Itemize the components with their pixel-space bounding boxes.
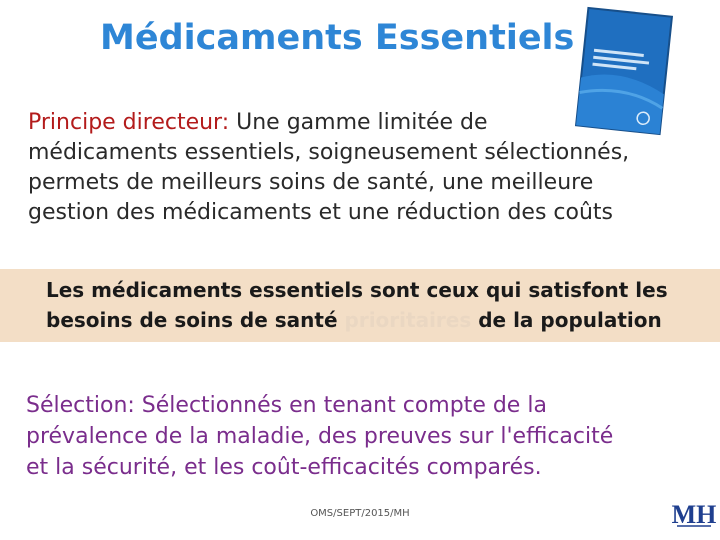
selection-paragraph <box>26 390 706 483</box>
mh-logo-text: MH <box>671 500 717 529</box>
principle-line-3: permets de meilleurs soins de santé, une meilleure <box>28 170 594 195</box>
selection-line-2: prévalence de la maladie, des preuves sur l'efficacité <box>26 424 614 449</box>
selection-lead: Sélection: <box>26 393 135 418</box>
definition-line-2 <box>46 305 706 335</box>
definition-line-1: Les médicaments essentiels sont ceux qui satisfont les <box>46 278 668 302</box>
selection-line-1 <box>26 390 706 421</box>
principle-lead: Principe directeur: <box>28 110 230 135</box>
page-title: Médicaments Essentiels <box>100 18 575 58</box>
definition-highlight-word: prioritaires <box>344 308 472 332</box>
definition-line-2-start: besoins de soins de santé <box>46 308 338 332</box>
principle-line-1 <box>28 108 718 138</box>
footer-reference: OMS/SEPT/2015/MH <box>310 508 410 519</box>
principle-line-4: gestion des médicaments et une réduction des coûts <box>28 200 614 225</box>
definition-line-2-end: de la population <box>478 308 662 332</box>
definition-text <box>46 275 706 335</box>
principle-line-2: médicaments essentiels, soigneusement sélectionnés, <box>28 140 630 165</box>
selection-line-3: et la sécurité, et les coût-efficacités comparés. <box>26 455 542 480</box>
selection-text-1: Sélectionnés en tenant compte de la <box>141 393 547 418</box>
mh-logo <box>671 496 717 530</box>
principle-text-1: Une gamme limitée de <box>236 110 488 135</box>
guiding-principle-paragraph <box>28 108 718 228</box>
